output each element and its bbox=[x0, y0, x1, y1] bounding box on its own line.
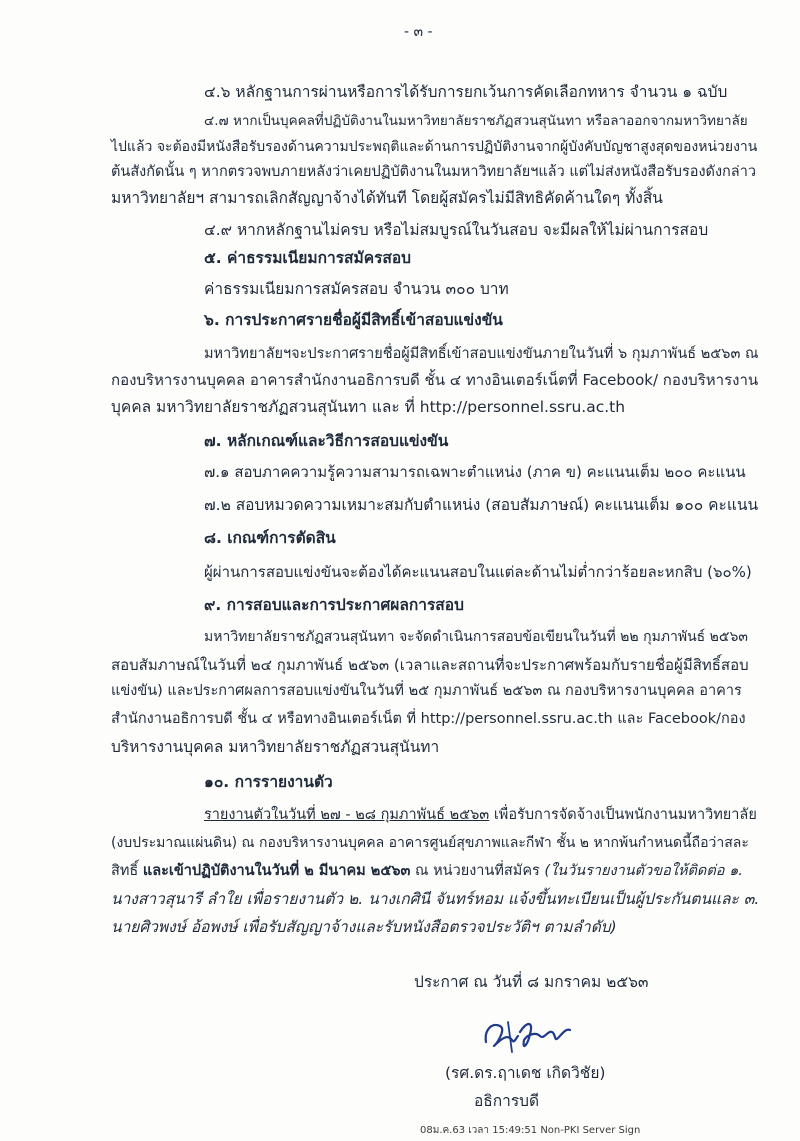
item-7-1: ๗.๑ สอบภาคความรู้ความสามารถเฉพาะตำแหน่ง (ภาค ข) คะแนนเต็ม ๒๐๐ คะแนน bbox=[204, 463, 746, 481]
section-10-line-3 bbox=[111, 861, 743, 881]
announce-date: ประกาศ ณ วันที่ ๘ มกราคม ๒๕๖๓ bbox=[414, 973, 649, 991]
section-5-heading: ๕. ค่าธรรมเนียมการสมัครสอบ bbox=[204, 249, 412, 267]
item-4-7-line-3: ต้นสังกัดนั้น ๆ หากตรวจพบภายหลังว่าเคยปฏิบัติงานในมหาวิทยาลัยฯแล้ว แต่ไม่ส่งหนังสือรับรองดังกล่าว bbox=[111, 164, 756, 180]
page-number: - ๓ - bbox=[404, 24, 433, 40]
signature-image bbox=[478, 1012, 574, 1058]
item-4-6: ๔.๖ หลักฐานการผ่านหรือการได้รับการยกเว้นการคัดเลือกทหาร จำนวน ๑ ฉบับ bbox=[204, 83, 728, 101]
item-4-7-line-2: ไปแล้ว จะต้องมีหนังสือรับรองด้านความประพฤติและด้านการปฏิบัติงานจากผู้บังคับบัญชาสูงสุดของหน่วยงาน bbox=[111, 139, 758, 155]
section-10-heading: ๑๐. การรายงานตัว bbox=[204, 773, 333, 791]
signer-name: (รศ.ดร.ฤาเดช เกิดวิชัย) bbox=[445, 1064, 606, 1082]
section-10-line-4: นางสาวสุนารี ลำใย เพื่อรายงานตัว ๒. นางเกศินี จันทร์หอม แจ้งขึ้นทะเบียนเป็นผู้ประกันตนและ ๓. bbox=[111, 890, 760, 908]
section-7-heading: ๗. หลักเกณฑ์และวิธีการสอบแข่งขัน bbox=[204, 432, 449, 450]
item-4-9: ๔.๙ หากหลักฐานไม่ครบ หรือไม่สมบูรณ์ในวันสอบ จะมีผลให้ไม่ผ่านการสอบ bbox=[204, 221, 709, 239]
section-10-line-1 bbox=[204, 805, 757, 825]
item-4-7-line-1: ๔.๗ หากเป็นบุคคลที่ปฏิบัติงานในมหาวิทยาลัยราชภัฏสวนสุนันทา หรือลาออกจากมหาวิทยาลัย bbox=[204, 113, 748, 129]
footer-sign-stamp: 08ม.ค.63 เวลา 15:49:51 Non-PKI Server Sign bbox=[420, 1125, 641, 1136]
section-9-line-2: สอบสัมภาษณ์ในวันที่ ๒๔ กุมภาพันธ์ ๒๕๖๓ (เวลาและสถานที่จะประกาศพร้อมกับรายชื่อผู้มีสิทธิ์สอบ bbox=[111, 656, 749, 674]
unit-text: ณ หน่วยงานที่สมัคร bbox=[410, 863, 545, 879]
section-10-line-2: (งบประมาณแผ่นดิน) ณ กองบริหารงานบุคคล อาคารศูนย์สุขภาพและกีฬา ชั้น ๒ หากพ้นกำหนดนี้ถือว่าสละ bbox=[111, 835, 749, 851]
section-6-line-1: มหาวิทยาลัยฯจะประกาศรายชื่อผู้มีสิทธิ์เข้าสอบแข่งขันภายในวันที่ ๖ กุมภาพันธ์ ๒๕๖๓ ณ bbox=[204, 346, 759, 362]
section-8-heading: ๘. เกณฑ์การตัดสิน bbox=[204, 529, 336, 547]
section-9-line-5: บริหารงานบุคคล มหาวิทยาลัยราชภัฏสวนสุนันทา bbox=[111, 738, 440, 756]
report-date-rest: เพื่อรับการจัดจ้างเป็นพนักงานมหาวิทยาลัย bbox=[489, 807, 757, 823]
start-work-date: และเข้าปฏิบัติงานในวันที่ ๒ มีนาคม ๒๕๖๓ bbox=[142, 863, 411, 879]
item-4-7-line-4: มหาวิทยาลัยฯ สามารถเลิกสัญญาจ้างได้ทันที โดยผู้สมัครไม่มีสิทธิคัดค้านใดๆ ทั้งสิ้น bbox=[111, 189, 663, 207]
section-6-line-2: กองบริหารงานบุคคล อาคารสำนักงานอธิการบดี ชั้น ๔ ทางอินเตอร์เน็ตที่ Facebook/ กองบริหารงาน bbox=[111, 371, 759, 389]
section-9-line-3: แข่งขัน) และประกาศผลการสอบแข่งขันในวันที่ ๒๕ กุมภาพันธ์ ๒๕๖๓ ณ กองบริหารงานบุคคล อาคาร bbox=[111, 683, 742, 699]
section-5-body: ค่าธรรมเนียมการสมัครสอบ จำนวน ๓๐๐ บาท bbox=[204, 280, 509, 298]
section-10-line-5: นายศิวพงษ์ อ้อพงษ์ เพื่อรับสัญญาจ้างและรับหนังสือตรวจประวัติฯ ตามลำดับ) bbox=[111, 918, 617, 936]
section-9-line-4: สำนักงานอธิการบดี ชั้น ๔ หรือทางอินเตอร์เน็ต ที่ http://personnel.ssru.ac.th และ Facebook/กอง bbox=[111, 711, 746, 727]
section-8-body: ผู้ผ่านการสอบแข่งขันจะต้องได้คะแนนสอบในแต่ละด้านไม่ต่ำกว่าร้อยละหกสิบ (๖๐%) bbox=[204, 563, 752, 581]
item-7-2: ๗.๒ สอบหมวดความเหมาะสมกับตำแหน่ง (สอบสัมภาษณ์) คะแนนเต็ม ๑๐๐ คะแนน bbox=[204, 496, 759, 514]
section-9-heading: ๙. การสอบและการประกาศผลการสอบ bbox=[204, 596, 464, 614]
section-9-line-1: มหาวิทยาลัยราชภัฏสวนสุนันทา จะจัดดำเนินการสอบข้อเขียนในวันที่ ๒๒ กุมภาพันธ์ ๒๕๖๓ bbox=[204, 629, 748, 645]
rights-text: สิทธิ์ bbox=[111, 863, 143, 879]
section-6-heading: ๖. การประกาศรายชื่อผู้มีสิทธิ์เข้าสอบแข่งขัน bbox=[204, 311, 503, 329]
report-date-underlined: รายงานตัวในวันที่ ๒๗ - ๒๘ กุมภาพันธ์ ๒๕๖๓ bbox=[204, 807, 490, 823]
section-6-line-3: บุคคล มหาวิทยาลัยราชภัฏสวนสุนันทา และ ที่ http://personnel.ssru.ac.th bbox=[111, 398, 626, 416]
contact-note-start: (ในวันรายงานตัวขอให้ติดต่อ ๑. bbox=[544, 863, 743, 879]
signer-title: อธิการบดี bbox=[474, 1092, 540, 1110]
